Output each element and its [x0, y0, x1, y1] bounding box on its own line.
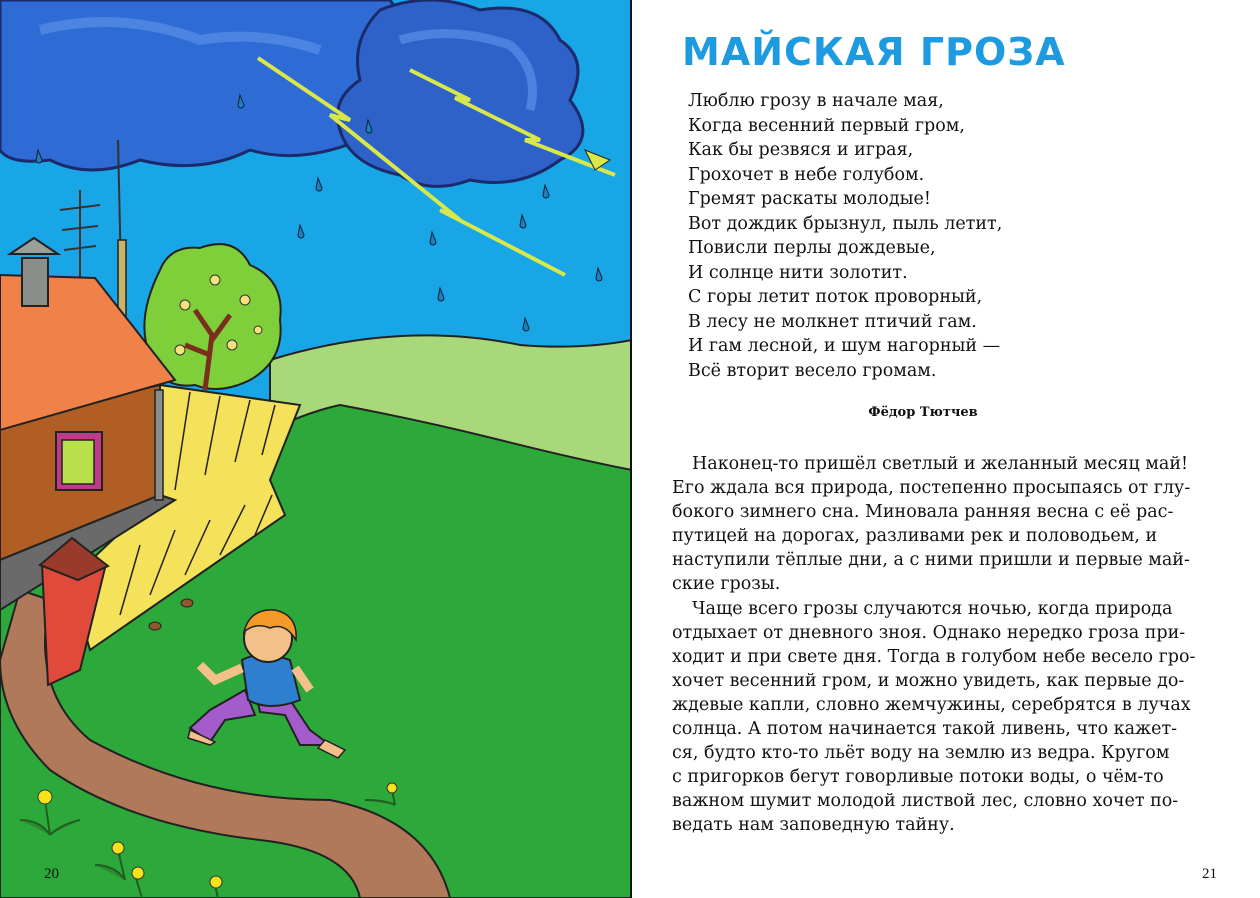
prose-line: Чаще всего грозы случаются ночью, когда природа [692, 598, 1173, 619]
poem-line: Грохочет в небе голубом. [688, 164, 925, 185]
prose-line: ждевые капли, словно жемчужины, серебрятся в лучах [672, 694, 1191, 715]
prose-line: наступили тёплые дни, а с ними пришли и первые май- [672, 550, 1190, 571]
poem-line: В лесу не молкнет птичий гам. [688, 311, 977, 332]
poem-line: Когда весенний первый гром, [688, 115, 965, 136]
prose-line: бокого зимнего сна. Миновала ранняя весна с её рас- [672, 502, 1174, 523]
poem-line: Люблю грозу в начале мая, [688, 91, 944, 111]
text-page [632, 0, 1260, 898]
prose-line: важном шумит молодой листвой лес, словно хочет по- [672, 791, 1179, 812]
prose-line: ходит и при свете дня. Тогда в голубом небе весело гро- [672, 646, 1196, 667]
page-title: МАЙСКАЯ ГРОЗА [682, 30, 1066, 74]
prose-line: Его ждала вся природа, постепенно просыпаясь от глу- [672, 478, 1191, 499]
prose-line: Наконец-то пришёл светлый и желанный месяц май! [692, 454, 1189, 474]
poem-author: Фёдор Тютчев [868, 405, 978, 420]
poem-line: С горы летит поток проворный, [688, 287, 983, 307]
prose-text [672, 452, 1216, 838]
poem-line: И солнце нити золотит. [688, 262, 908, 283]
prose-line: ся, будто кто-то льёт воду на землю из ведра. Кругом [672, 743, 1170, 764]
prose-line: ведать нам заповедную тайну. [672, 815, 955, 836]
poem-line: Как бы резвяся и играя, [688, 140, 914, 160]
page-number-right: 21 [1202, 866, 1217, 882]
prose-line: ские грозы. [672, 574, 781, 595]
prose-line: солнца. А потом начинается такой ливень, что кажет- [672, 719, 1178, 740]
poem-line: И гам лесной, и шум нагорный — [688, 336, 1001, 356]
poem-line: Вот дождик брызнул, пыль летит, [688, 213, 1003, 234]
poem [688, 89, 1208, 383]
prose-line: хочет весенний гром, и можно увидеть, как первые до- [672, 670, 1185, 691]
page-number-left: 20 [44, 866, 59, 882]
poem-line: Всё вторит весело громам. [688, 360, 937, 381]
prose-line: с пригорков бегут говорливые потоки воды, о чём-то [672, 767, 1164, 788]
prose-line: отдыхает от дневного зноя. Однако нередко гроза при- [672, 622, 1186, 643]
prose-line: путицей на дорогах, разливами рек и половодьем, и [672, 526, 1158, 547]
poem-line: Гремят раскаты молодые! [688, 189, 931, 209]
poem-line: Повисли перлы дождевые, [688, 238, 936, 258]
